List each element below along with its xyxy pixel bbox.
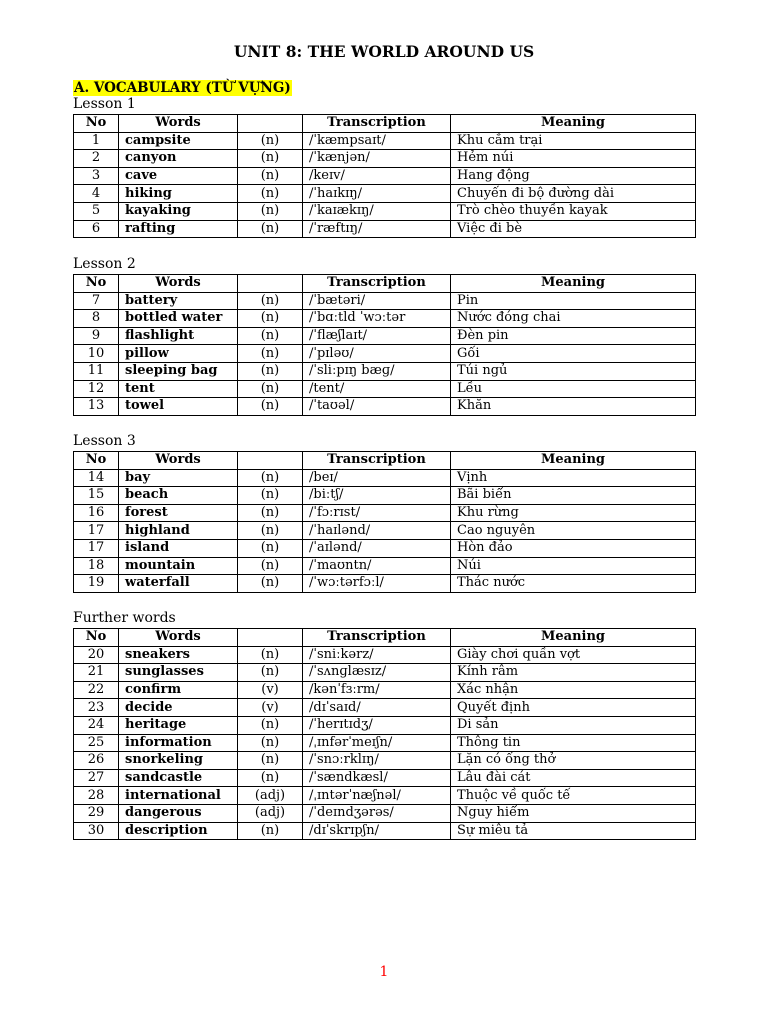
row-number: 29: [74, 804, 119, 822]
table-row: [74, 769, 696, 787]
row-meaning: Cao nguyên: [451, 522, 696, 540]
row-part-of-speech: (n): [238, 487, 303, 505]
row-transcription: /ˈbætəri/: [303, 292, 451, 310]
row-part-of-speech: (n): [238, 398, 303, 416]
row-transcription: /ˈsliːpɪŋ bæɡ/: [303, 362, 451, 380]
header-words: Words: [119, 452, 238, 470]
section-heading: A. VOCABULARY (TỪ VỰNG): [74, 80, 291, 96]
row-transcription: /ˈmaʊntn/: [303, 557, 451, 575]
row-number: 3: [74, 167, 119, 185]
row-transcription: /ˈsʌnɡlæsɪz/: [303, 664, 451, 682]
row-meaning: Xác nhận: [451, 681, 696, 699]
row-number: 27: [74, 769, 119, 787]
row-number: 15: [74, 487, 119, 505]
row-transcription: /ˈtaʊəl/: [303, 398, 451, 416]
row-word: description: [119, 822, 238, 840]
row-meaning: Quyết định: [451, 699, 696, 717]
row-word: canyon: [119, 150, 238, 168]
row-transcription: /tent/: [303, 380, 451, 398]
row-part-of-speech: (n): [238, 167, 303, 185]
row-part-of-speech: (n): [238, 380, 303, 398]
row-transcription: /keɪv/: [303, 167, 451, 185]
row-meaning: Việc đi bè: [451, 220, 696, 238]
row-meaning: Trò chèo thuyền kayak: [451, 202, 696, 220]
row-part-of-speech: (n): [238, 362, 303, 380]
row-number: 21: [74, 664, 119, 682]
table-row: [74, 752, 696, 770]
row-meaning: Hẻm núi: [451, 150, 696, 168]
header-no: No: [74, 275, 119, 293]
row-meaning: Lâu đài cát: [451, 769, 696, 787]
row-meaning: Lặn có ống thở: [451, 752, 696, 770]
row-transcription: /ˈbɑːtld ˈwɔːtər: [303, 310, 451, 328]
table-row: [74, 292, 696, 310]
row-part-of-speech: (n): [238, 646, 303, 664]
row-meaning: Khu cắm trại: [451, 132, 696, 150]
row-number: 9: [74, 327, 119, 345]
lesson-label: Lesson 2: [73, 256, 136, 272]
table-header-row: [74, 275, 696, 293]
row-part-of-speech: (n): [238, 769, 303, 787]
table-header-row: [74, 115, 696, 133]
row-meaning: Sự miêu tả: [451, 822, 696, 840]
lesson-label: Lesson 3: [73, 433, 136, 449]
table-header-row: [74, 452, 696, 470]
row-number: 25: [74, 734, 119, 752]
row-meaning: Di sản: [451, 716, 696, 734]
row-transcription: /ˌɪntərˈnæʃnəl/: [303, 787, 451, 805]
row-word: flashlight: [119, 327, 238, 345]
row-part-of-speech: (n): [238, 504, 303, 522]
row-transcription: /ˈsændkæsl/: [303, 769, 451, 787]
row-part-of-speech: (v): [238, 681, 303, 699]
row-part-of-speech: (n): [238, 220, 303, 238]
row-word: highland: [119, 522, 238, 540]
header-no: No: [74, 115, 119, 133]
header-meaning: Meaning: [451, 452, 696, 470]
row-word: cave: [119, 167, 238, 185]
row-word: dangerous: [119, 804, 238, 822]
table-row: [74, 345, 696, 363]
table-row: [74, 220, 696, 238]
table-row: [74, 699, 696, 717]
row-transcription: /ˈsniːkərz/: [303, 646, 451, 664]
row-meaning: Thuộc về quốc tế: [451, 787, 696, 805]
row-word: campsite: [119, 132, 238, 150]
row-word: sneakers: [119, 646, 238, 664]
row-part-of-speech: (n): [238, 539, 303, 557]
row-meaning: Túi ngủ: [451, 362, 696, 380]
row-word: beach: [119, 487, 238, 505]
header-pos: [238, 115, 303, 133]
row-word: kayaking: [119, 202, 238, 220]
row-number: 2: [74, 150, 119, 168]
row-number: 12: [74, 380, 119, 398]
table-row: [74, 487, 696, 505]
row-meaning: Nước đóng chai: [451, 310, 696, 328]
row-number: 17: [74, 522, 119, 540]
row-word: mountain: [119, 557, 238, 575]
table-row: [74, 787, 696, 805]
row-transcription: /ˈaɪlənd/: [303, 539, 451, 557]
row-part-of-speech: (n): [238, 557, 303, 575]
row-part-of-speech: (n): [238, 150, 303, 168]
row-meaning: Đèn pin: [451, 327, 696, 345]
row-part-of-speech: (n): [238, 822, 303, 840]
table-row: [74, 681, 696, 699]
table-row: [74, 469, 696, 487]
row-part-of-speech: (n): [238, 716, 303, 734]
row-meaning: Hang động: [451, 167, 696, 185]
row-part-of-speech: (n): [238, 575, 303, 593]
row-number: 13: [74, 398, 119, 416]
header-no: No: [74, 629, 119, 647]
row-number: 5: [74, 202, 119, 220]
row-word: confirm: [119, 681, 238, 699]
row-meaning: Kính râm: [451, 664, 696, 682]
row-word: island: [119, 539, 238, 557]
table-row: [74, 327, 696, 345]
header-pos: [238, 275, 303, 293]
row-number: 22: [74, 681, 119, 699]
row-transcription: /ˈherɪtɪdʒ/: [303, 716, 451, 734]
header-transcription: Transcription: [303, 629, 451, 647]
row-transcription: /ˈsnɔːrklɪŋ/: [303, 752, 451, 770]
row-number: 6: [74, 220, 119, 238]
lesson-label: Lesson 1: [73, 96, 136, 112]
row-number: 26: [74, 752, 119, 770]
table-row: [74, 646, 696, 664]
header-words: Words: [119, 115, 238, 133]
row-word: decide: [119, 699, 238, 717]
row-word: tent: [119, 380, 238, 398]
header-meaning: Meaning: [451, 275, 696, 293]
row-part-of-speech: (n): [238, 752, 303, 770]
table-row: [74, 557, 696, 575]
row-meaning: Núi: [451, 557, 696, 575]
header-words: Words: [119, 629, 238, 647]
header-pos: [238, 629, 303, 647]
row-transcription: /ˈhaɪkɪŋ/: [303, 185, 451, 203]
table-row: [74, 380, 696, 398]
table-row: [74, 185, 696, 203]
row-number: 8: [74, 310, 119, 328]
header-transcription: Transcription: [303, 275, 451, 293]
table-row: [74, 167, 696, 185]
page-title: UNIT 8: THE WORLD AROUND US: [233, 42, 535, 61]
row-word: towel: [119, 398, 238, 416]
row-number: 1: [74, 132, 119, 150]
row-number: 24: [74, 716, 119, 734]
row-word: pillow: [119, 345, 238, 363]
row-transcription: /ˈkæmpsaɪt/: [303, 132, 451, 150]
page-number: 1: [379, 964, 389, 980]
header-words: Words: [119, 275, 238, 293]
table-row: [74, 202, 696, 220]
row-word: heritage: [119, 716, 238, 734]
row-part-of-speech: (n): [238, 664, 303, 682]
table-row: [74, 575, 696, 593]
header-no: No: [74, 452, 119, 470]
row-meaning: Giày chơi quần vợt: [451, 646, 696, 664]
row-number: 11: [74, 362, 119, 380]
row-transcription: /kənˈfɜːrm/: [303, 681, 451, 699]
row-transcription: /ˈhaɪlənd/: [303, 522, 451, 540]
row-number: 7: [74, 292, 119, 310]
row-number: 30: [74, 822, 119, 840]
row-number: 18: [74, 557, 119, 575]
row-meaning: Thông tin: [451, 734, 696, 752]
row-meaning: Gối: [451, 345, 696, 363]
table-row: [74, 522, 696, 540]
row-word: sunglasses: [119, 664, 238, 682]
row-transcription: /dɪˈsaɪd/: [303, 699, 451, 717]
header-meaning: Meaning: [451, 629, 696, 647]
row-word: battery: [119, 292, 238, 310]
row-word: sleeping bag: [119, 362, 238, 380]
row-transcription: /ˈfɔːrɪst/: [303, 504, 451, 522]
row-part-of-speech: (adj): [238, 787, 303, 805]
row-number: 10: [74, 345, 119, 363]
row-word: information: [119, 734, 238, 752]
row-part-of-speech: (n): [238, 469, 303, 487]
row-word: snorkeling: [119, 752, 238, 770]
row-transcription: /ˈkænjən/: [303, 150, 451, 168]
row-part-of-speech: (n): [238, 734, 303, 752]
table-row: [74, 822, 696, 840]
row-transcription: /beɪ/: [303, 469, 451, 487]
row-number: 20: [74, 646, 119, 664]
row-number: 28: [74, 787, 119, 805]
header-transcription: Transcription: [303, 452, 451, 470]
row-transcription: /ˈdeɪndʒərəs/: [303, 804, 451, 822]
row-part-of-speech: (n): [238, 327, 303, 345]
row-number: 19: [74, 575, 119, 593]
row-transcription: /ˌɪnfərˈmeɪʃn/: [303, 734, 451, 752]
row-word: bottled water: [119, 310, 238, 328]
header-pos: [238, 452, 303, 470]
row-part-of-speech: (n): [238, 310, 303, 328]
row-meaning: Pin: [451, 292, 696, 310]
row-number: 4: [74, 185, 119, 203]
header-meaning: Meaning: [451, 115, 696, 133]
row-word: hiking: [119, 185, 238, 203]
row-word: waterfall: [119, 575, 238, 593]
row-transcription: /dɪˈskrɪpʃn/: [303, 822, 451, 840]
table-row: [74, 310, 696, 328]
row-meaning: Bãi biển: [451, 487, 696, 505]
table-row: [74, 804, 696, 822]
table-row: [74, 150, 696, 168]
lesson-label: Further words: [73, 610, 176, 626]
row-meaning: Thác nước: [451, 575, 696, 593]
header-transcription: Transcription: [303, 115, 451, 133]
row-meaning: Lều: [451, 380, 696, 398]
row-number: 23: [74, 699, 119, 717]
vocab-table: [73, 451, 696, 593]
row-part-of-speech: (n): [238, 202, 303, 220]
row-number: 14: [74, 469, 119, 487]
row-part-of-speech: (n): [238, 185, 303, 203]
row-part-of-speech: (adj): [238, 804, 303, 822]
row-transcription: /ˈpɪləʊ/: [303, 345, 451, 363]
table-row: [74, 398, 696, 416]
vocab-table: [73, 114, 696, 238]
row-word: sandcastle: [119, 769, 238, 787]
row-transcription: /ˈflæʃlaɪt/: [303, 327, 451, 345]
table-row: [74, 362, 696, 380]
table-header-row: [74, 629, 696, 647]
row-meaning: Chuyến đi bộ đường dài: [451, 185, 696, 203]
row-word: bay: [119, 469, 238, 487]
table-row: [74, 539, 696, 557]
row-meaning: Khăn: [451, 398, 696, 416]
table-row: [74, 664, 696, 682]
row-part-of-speech: (n): [238, 345, 303, 363]
table-row: [74, 716, 696, 734]
row-number: 16: [74, 504, 119, 522]
row-word: forest: [119, 504, 238, 522]
row-part-of-speech: (n): [238, 522, 303, 540]
table-row: [74, 734, 696, 752]
row-part-of-speech: (v): [238, 699, 303, 717]
row-transcription: /ˈræftɪŋ/: [303, 220, 451, 238]
row-transcription: /ˈwɔːtərfɔːl/: [303, 575, 451, 593]
row-meaning: Vịnh: [451, 469, 696, 487]
row-number: 17: [74, 539, 119, 557]
row-part-of-speech: (n): [238, 292, 303, 310]
row-word: rafting: [119, 220, 238, 238]
row-transcription: /biːtʃ/: [303, 487, 451, 505]
row-meaning: Hòn đảo: [451, 539, 696, 557]
vocab-table: [73, 274, 696, 416]
vocab-table: [73, 628, 696, 840]
row-meaning: Khu rừng: [451, 504, 696, 522]
row-word: international: [119, 787, 238, 805]
table-row: [74, 132, 696, 150]
row-transcription: /ˈkaɪækɪŋ/: [303, 202, 451, 220]
row-part-of-speech: (n): [238, 132, 303, 150]
row-meaning: Nguy hiểm: [451, 804, 696, 822]
table-row: [74, 504, 696, 522]
